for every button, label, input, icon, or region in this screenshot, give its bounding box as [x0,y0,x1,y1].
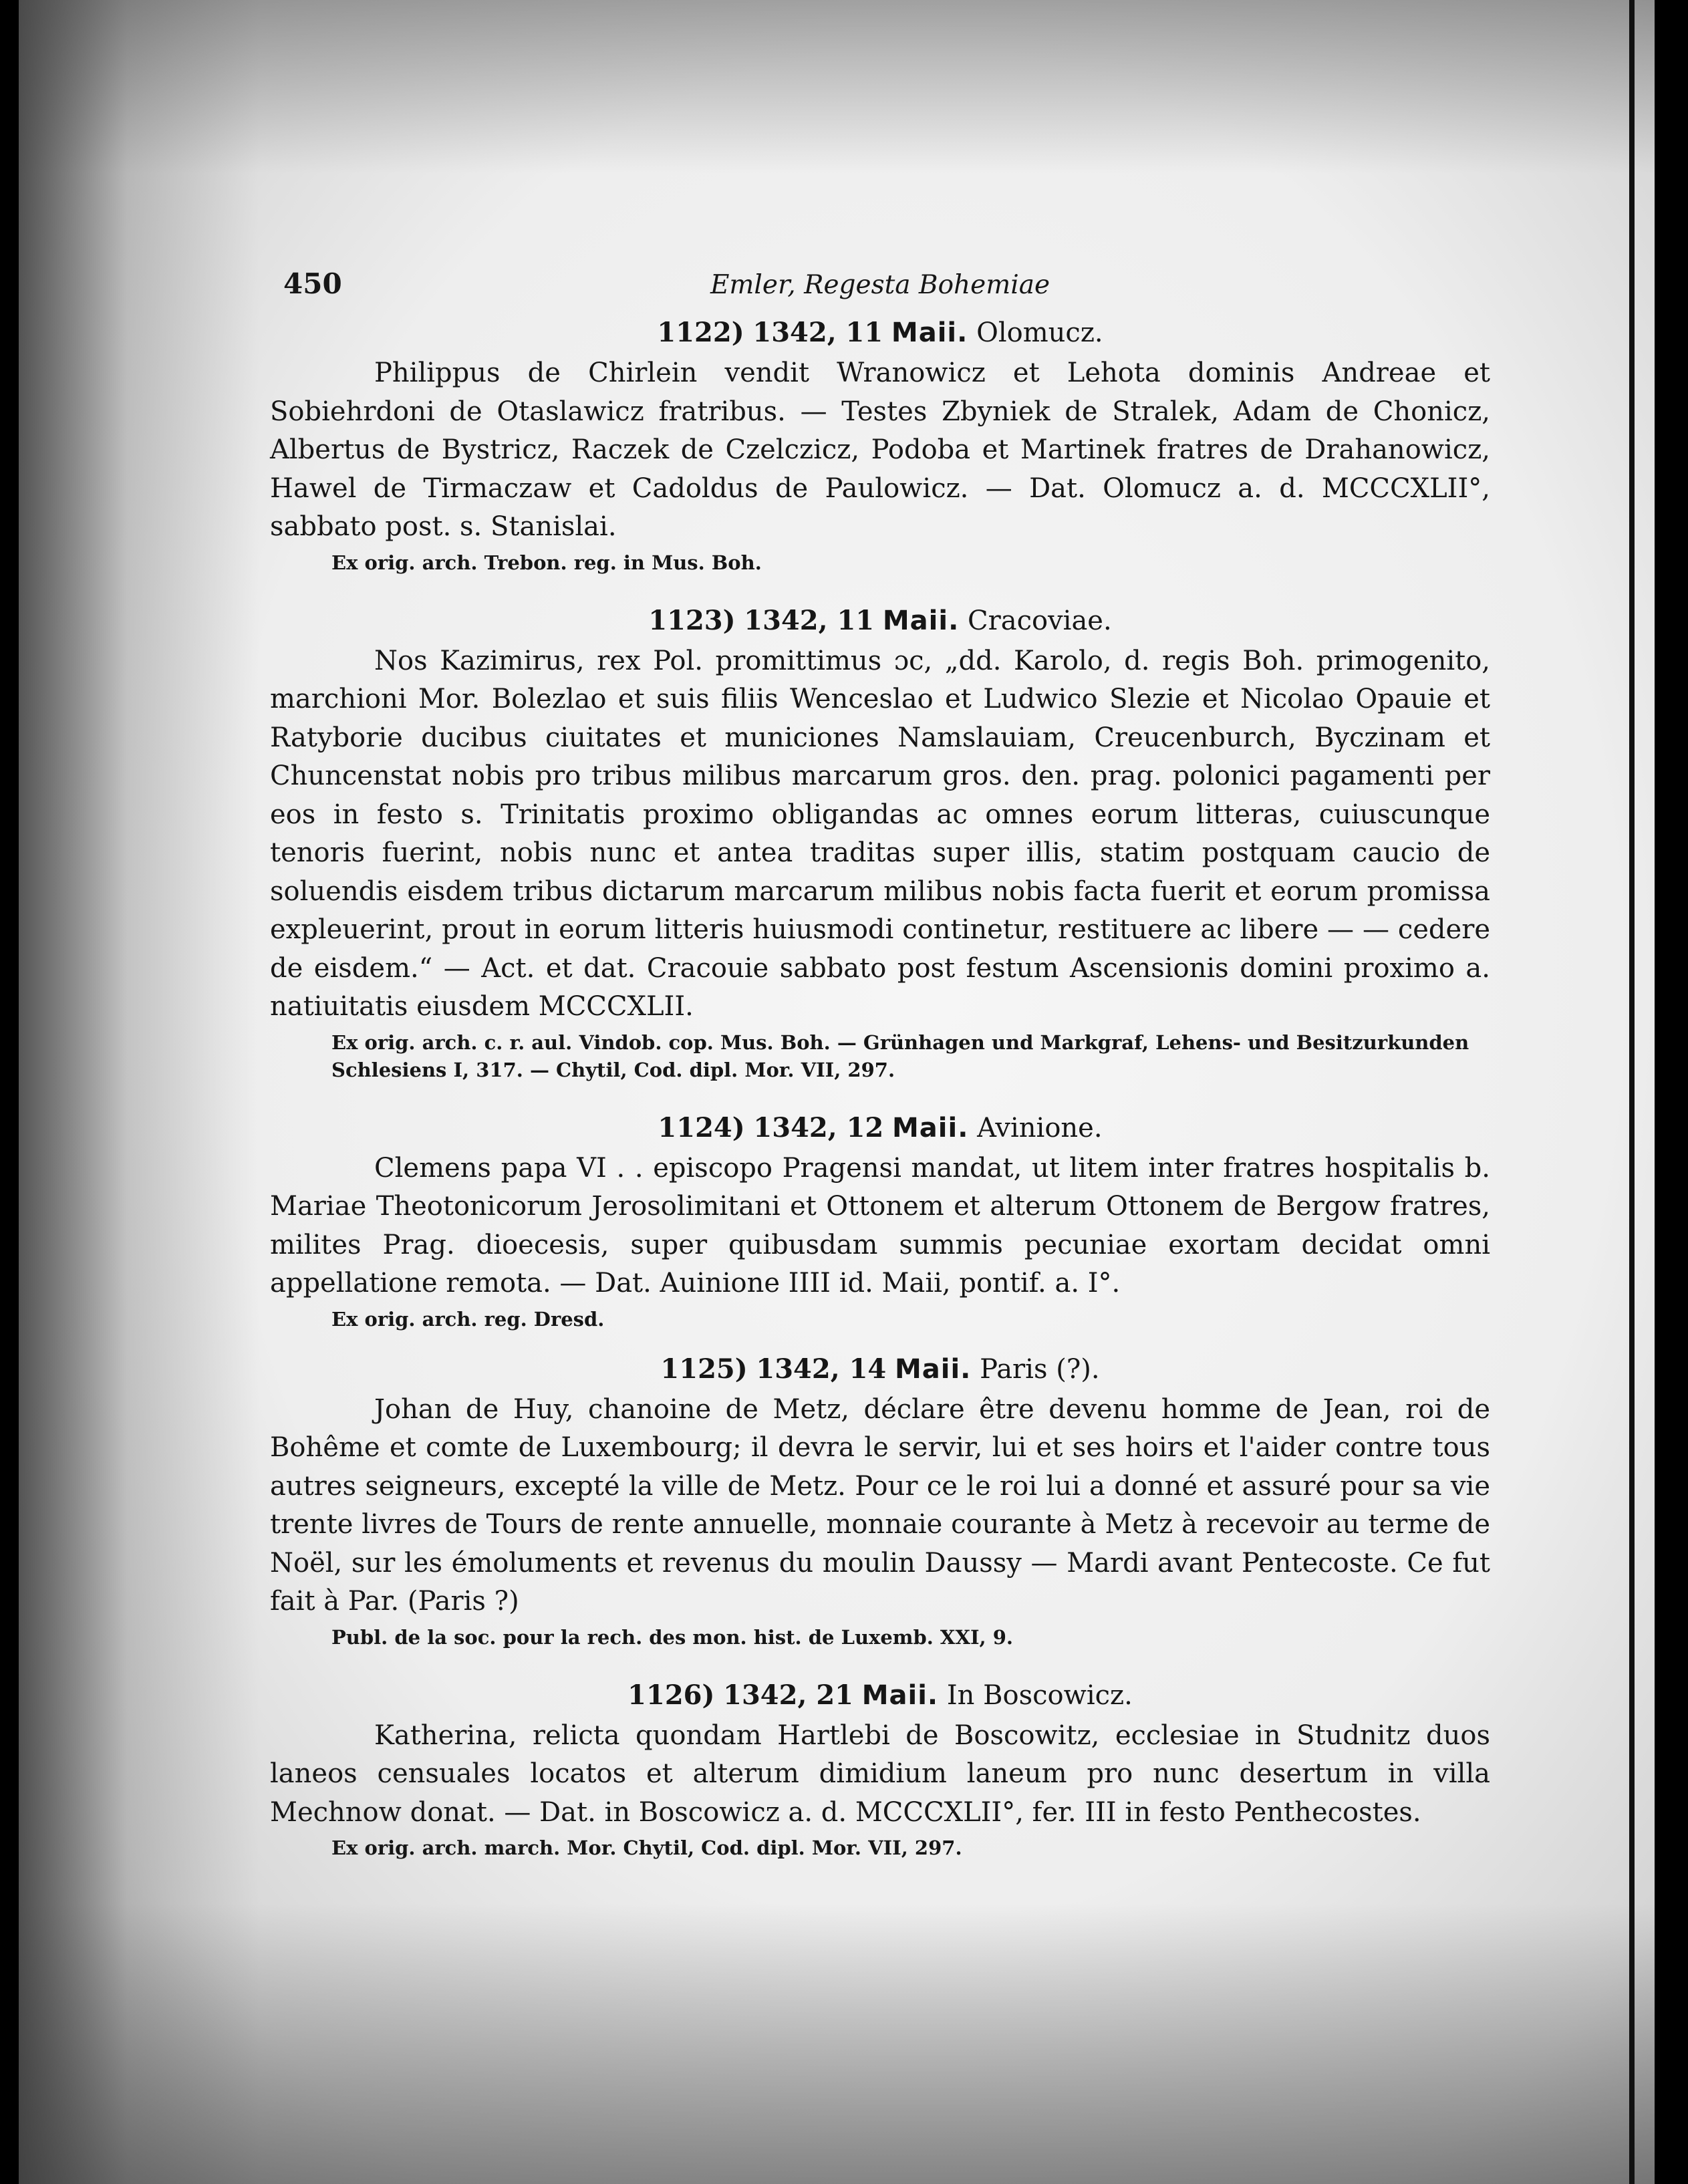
entry-heading [270,1107,1490,1149]
entry-source: Ex orig. arch. Trebon. reg. in Mus. Boh. [331,551,762,574]
entry-source: Publ. de la soc. pour la rech. des mon. hist. de Luxemb. XXI, 9. [331,1625,1013,1649]
entry-1126 [270,1674,1490,1863]
entry-date: 1342, 11 [744,604,875,636]
entry-text: Clemens papa VI . . episcopo Pragensi mandat, ut litem inter fratres hospitalis b. Mariae Theotonicorum Jerosolimitani et Ottonem et alterum Ottonem de Bergow fratres, milites Prag. dioecesis, super quibusdam summis pecuniae exortam decidat omni appellatione remota. — Dat. Auinione IIII id. Maii, pontif. a. I°. [270,1152,1490,1299]
entry-1122 [270,311,1490,577]
entry-month: Maii. [891,317,968,348]
page-number: 450 [283,267,342,300]
entry-text: Philippus de Chirlein vendit Wranowicz et Lehota dominis Andreae et Sobiehrdoni de Otaslawicz fratribus. — Testes Zbyniek de Stralek, Adam de Chonicz, Albertus de Bystricz, Raczek de Czelczicz, Podoba et Martinek fratres de Drahanowicz, Hawel de Tirmaczaw et Cadoldus de Paulowicz. — Dat. Olomucz a. d. MCCCXLII°, sabbato post. s. Stanislai. [270,358,1490,542]
page-shadow-bottom [19,1903,1655,2184]
page-shadow-top [19,0,1655,174]
entry-heading [270,311,1490,354]
page-content [270,267,1490,1862]
entry-month: Maii. [861,1679,939,1711]
entry-text: Nos Kazimirus, rex Pol. promittimus ɔc, „dd. Karolo, d. regis Boh. primogenito, marchioni Mor. Bolezlao et suis filiis Wenceslao et Ludwico Slezie et Nicolao Opauie et Ratyborie ducibus ciuitates et municiones Namslauiam, Creucenburch, Byczinam et Chuncenstat nobis pro tribus milibus marcarum gros. den. prag. polonici pagamenti per eos in festo s. Trinitatis proximo obligandas ac omnes eorum litteras, cuiuscunque tenoris fuerint, nobis nunc et antea traditas super illis, statim postquam caucio de soluendis eisdem tribus dictarum marcarum milibus nobis facta fuerit et eorum promissa expleuerint, prout in eorum litteris huiusmodi continetur, restituere ac libere — — cedere de eisdem.“ — Act. et dat. Cracouie sabbato post festum Ascensionis domini proximo a. natiuitatis eiusdem MCCCXLII. [270,645,1490,1022]
entry-source: Ex orig. arch. c. r. aul. Vindob. cop. Mus. Boh. — Grünhagen und Markgraf, Lehens- und Besitzurkunden Schlesiens I, 317. — Chytil, Cod. dipl. Mor. VII, 297. [331,1031,1469,1081]
entry-text: Katherina, relicta quondam Hartlebi de Boscowitz, ecclesiae in Studnitz duos laneos censuales locatos et alterum dimidium laneum pro nunc desertum in villa Mechnow donat. — Dat. in Boscowicz a. d. MCCCXLII°, fer. III in festo Penthecostes. [270,1720,1490,1828]
entry-text: Johan de Huy, chanoine de Metz, déclare être devenu homme de Jean, roi de Bohême et comte de Luxembourg; il devra le servir, lui et ses hoirs et l'aider contre tous autres seigneurs, excepté la ville de Metz. Pour ce le roi lui a donné et assuré pour sa vie trente livres de Tours de rente annuelle, monnaie courante à Metz à recevoir au terme de Noël, sur les émoluments et revenus du moulin Daussy — Mardi avant Pentecoste. Ce fut fait à Par. (Paris ?) [270,1393,1490,1617]
binding-edge-line [1629,0,1635,2184]
running-title: Emler, Regesta Bohemiae [710,270,1050,300]
entry-number: 1124) [658,1111,745,1143]
entry-month: Maii. [882,605,960,636]
entry-number: 1125) [660,1353,748,1385]
entry-place: Cracoviae. [968,605,1112,636]
entry-date: 1342, 14 [756,1353,887,1385]
entry-number: 1122) [657,317,744,348]
entry-1123 [270,599,1490,1084]
entry-heading [270,1348,1490,1391]
page-shadow-left [19,0,259,2184]
scan-border-right [1655,0,1688,2184]
entry-source: Ex orig. arch. reg. Dresd. [331,1307,605,1331]
page-header [270,267,1490,311]
entry-heading [270,599,1490,642]
entry-date: 1342, 21 [723,1679,853,1711]
entry-source: Ex orig. arch. march. Mor. Chytil, Cod. dipl. Mor. VII, 297. [331,1836,962,1859]
entry-date: 1342, 12 [753,1111,884,1143]
entry-date: 1342, 11 [752,317,883,348]
entry-month: Maii. [894,1353,972,1385]
entry-1125 [270,1348,1490,1651]
entry-heading [270,1674,1490,1717]
entry-place: Avinione. [977,1112,1103,1143]
entry-place: Paris (?). [980,1353,1100,1385]
entry-month: Maii. [891,1112,969,1143]
entry-place: Olomucz. [976,317,1103,348]
entry-number: 1126) [627,1679,715,1711]
entry-place: In Boscowicz. [946,1679,1133,1711]
entry-number: 1123) [648,604,736,636]
entry-1124 [270,1107,1490,1333]
